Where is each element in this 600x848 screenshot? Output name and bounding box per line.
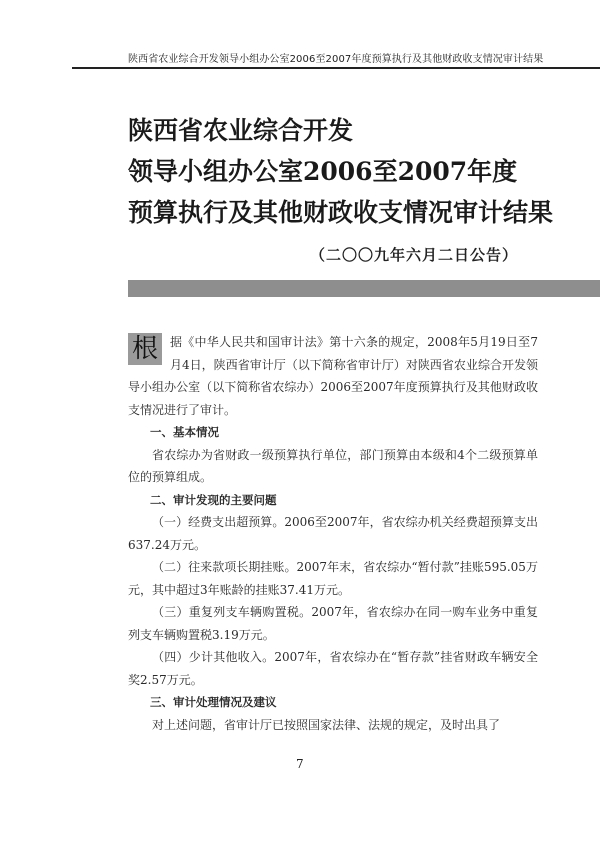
body-text xyxy=(128,331,538,736)
dropcap: 根 xyxy=(128,333,162,365)
decorative-band xyxy=(128,280,600,297)
section-heading-basic-info: 一、基本情况 xyxy=(150,425,219,439)
issue-paragraph-1: （一）经费支出超预算。2006至2007年，省农综办机关经费超预算支出637.24万元。 xyxy=(128,515,538,552)
running-header: 陕西省农业综合开发领导小组办公室2006至2007年度预算执行及其他财政收支情况审计结果 xyxy=(128,54,544,65)
title-line-2: 领导小组办公室2006至2007年度 xyxy=(128,157,518,186)
publication-date: （二〇〇九年六月二日公告） xyxy=(310,246,519,264)
page-number: 7 xyxy=(296,757,304,771)
section-heading-handling: 三、审计处理情况及建议 xyxy=(150,695,277,709)
title-line-1: 陕西省农业综合开发 xyxy=(128,116,354,145)
intro-paragraph: 据《中华人民共和国审计法》第十六条的规定，2008年5月19日至7月4日，陕西省审计厅（以下简称省审计厅）对陕西省农业综合开发领导小组办公室（以下简称省农综办）2006至2007年度预算执行及其他财政收支情况进行了审计。 xyxy=(128,335,538,417)
issue-paragraph-2: （二）往来款项长期挂账。2007年末，省农综办“暂付款”挂账595.05万元，其中超过3年账龄的挂账37.41万元。 xyxy=(128,560,538,597)
header-rule xyxy=(72,67,600,69)
issue-paragraph-3: （三）重复列支车辆购置税。2007年，省农综办在同一购车业务中重复列支车辆购置税3.19万元。 xyxy=(128,605,538,642)
document-title xyxy=(128,110,553,233)
issue-paragraph-4: （四）少计其他收入。2007年，省农综办在“暂存款”挂省财政车辆安全奖2.57万元。 xyxy=(128,650,538,687)
title-line-3: 预算执行及其他财政收支情况审计结果 xyxy=(128,198,554,227)
handling-paragraph: 对上述问题，省审计厅已按照国家法律、法规的规定，及时出具了 xyxy=(152,717,501,732)
section-heading-main-issues: 二、审计发现的主要问题 xyxy=(150,492,277,507)
basic-info-paragraph: 省农综办为省财政一级预算执行单位，部门预算由本级和4个二级预算单位的预算组成。 xyxy=(128,447,538,484)
